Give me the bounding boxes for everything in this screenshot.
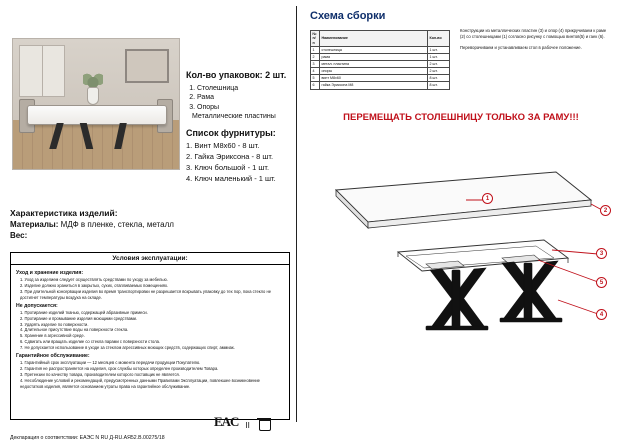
care-title: Уход и хранение изделия: bbox=[16, 270, 84, 276]
product-photo bbox=[12, 38, 180, 170]
table-cell: 6 bbox=[311, 82, 320, 89]
list-item: 6. Сдвигать или вращать изделие со стекла парами с поверхности стола. bbox=[20, 339, 161, 345]
table-cell: опоры bbox=[320, 68, 428, 75]
table-cell: 4 bbox=[311, 68, 320, 75]
package-count-title: Кол-во упаковок: 2 шт. bbox=[186, 70, 287, 80]
diagram-legs bbox=[426, 261, 562, 330]
left-column bbox=[0, 0, 296, 446]
table-cell: 2 bbox=[311, 54, 320, 61]
list-item: 3. Опоры bbox=[197, 103, 292, 112]
characteristics-title: Характеристика изделий: bbox=[10, 208, 118, 218]
assembly-diagram bbox=[306, 130, 616, 400]
forbidden-title: Не допускается: bbox=[16, 302, 58, 309]
table-cell: 5 bbox=[311, 75, 320, 82]
callout-1: 1 bbox=[482, 193, 493, 204]
table-cell: 3 bbox=[311, 61, 320, 68]
list-item: 2. Гарантия не распространяется на изделия, срок службы которых определен производителем Товара. bbox=[20, 366, 219, 372]
fittings-title: Список фурнитуры: bbox=[186, 128, 276, 138]
list-item: 3. Претензии по качеству товара, производителем которого поставщик не является. bbox=[20, 371, 180, 377]
warranty-list bbox=[16, 360, 284, 390]
care-list bbox=[16, 277, 284, 301]
callout-3: 3 bbox=[596, 248, 607, 259]
list-item: 4. Длительное присутствие воды на поверхности стекла. bbox=[20, 327, 129, 333]
table-row bbox=[311, 47, 450, 54]
list-item: 3. Ударять изделие по поверхности. bbox=[20, 321, 89, 327]
usage-conditions-header: Условия эксплуатации: bbox=[11, 253, 289, 265]
table-row bbox=[311, 68, 450, 75]
fittings-block bbox=[186, 128, 294, 185]
list-item: 1. Уход за изделием следует осуществлять средствами по уходу за мебелью. bbox=[20, 277, 168, 282]
warning-text: ПЕРЕМЕЩАТЬ СТОЛЕШНИЦУ ТОЛЬКО ЗА РАМУ!!! bbox=[343, 112, 579, 123]
warranty-title: Гарантийное обслуживание: bbox=[16, 353, 90, 360]
table-cell: 1 bbox=[311, 47, 320, 54]
assembly-note: Конструкции из металлических пластин (3) и опор (4) прикручиваем к раме (2) со столешницами (1) согласно рисунку с помощью винтов(5) и гаек (6). bbox=[460, 28, 607, 40]
assembly-diagram-svg bbox=[306, 130, 616, 400]
eac-mark-icon: EAC bbox=[214, 414, 239, 429]
table-cell: метал. пластина bbox=[320, 61, 428, 68]
certification-marks bbox=[214, 414, 271, 430]
list-item: 2. Гайка Эриксона - 8 шт. bbox=[186, 151, 274, 161]
characteristics-materials: Материалы: МДФ в пленке, стекла, металл bbox=[10, 220, 174, 229]
list-item: 4. Ключ маленький - 1 шт. bbox=[186, 173, 276, 183]
table-header-cell: Кол-во bbox=[428, 31, 450, 47]
lead-line bbox=[558, 300, 598, 314]
table-cell: 8 шт. bbox=[428, 75, 450, 82]
characteristics-weight: Вес: bbox=[10, 231, 28, 240]
table-cell: 2 шт. bbox=[428, 68, 450, 75]
list-item: 1. Гарантийный срок эксплуатации — 12 месяцев с момента передачи продукции Покупателю. bbox=[20, 360, 201, 366]
callout-4: 4 bbox=[596, 309, 607, 320]
list-item: 1. Винт М8х60 - 8 шт. bbox=[186, 141, 260, 150]
list-item: 1. Столешница bbox=[197, 84, 292, 93]
list-item: 7. Не допускается использование в уходе за стеклом агрессивных моющих средств, содержащих спирт, аммиак. bbox=[20, 345, 235, 351]
characteristics-materials-value: МДФ в пленке, стекла, металл bbox=[60, 220, 174, 229]
assembly-notes bbox=[460, 28, 610, 55]
photo-table-top bbox=[27, 105, 167, 125]
list-item: 2. Рама bbox=[197, 93, 292, 102]
assembly-note: Переворачиваем и устанавливаем стол в рабочее положение. bbox=[460, 44, 582, 50]
list-item: 4. Несоблюдение условий и рекомендаций, предусмотренных данными Правилами Эксплуатации, повлекшее возникновение недостатков изделия, является основанием утраты права на гарантийное обслуживание. bbox=[20, 377, 260, 389]
list-item: 3. При длительной консервации изделия во время транспортировки не разрешается вскрывать упаковку до тех пор, пока стекло не достигнет температуры воздуха на складе. bbox=[20, 288, 271, 300]
photo-wall-art bbox=[125, 49, 169, 83]
page-title: Схема сборки bbox=[310, 10, 386, 22]
table-cell: рама bbox=[320, 54, 428, 61]
table-header-row bbox=[311, 31, 450, 47]
package-count-subitem: Металлические пластины bbox=[192, 113, 276, 121]
photo-vase bbox=[87, 87, 99, 105]
list-item: 2. Изделие должно храниться в закрытых, сухих, отапливаемых помещениях. bbox=[20, 282, 169, 288]
table-header-cell: Наименование bbox=[320, 31, 428, 47]
characteristics-block bbox=[10, 208, 290, 240]
right-column bbox=[296, 0, 630, 446]
usage-conditions-box bbox=[10, 252, 290, 420]
table-cell: столешница bbox=[320, 47, 428, 54]
fragile-mark-icon: II bbox=[245, 421, 250, 430]
package-count-list bbox=[186, 84, 292, 112]
table-cell: 1 шт. bbox=[428, 54, 450, 61]
fittings-list bbox=[186, 141, 294, 185]
parts-table bbox=[310, 30, 450, 90]
usage-conditions-body bbox=[11, 265, 289, 393]
list-item: 2. Протирание и промывание изделия моющими средствами. bbox=[20, 315, 138, 321]
package-count-value: 2 шт. bbox=[265, 70, 287, 80]
table-row bbox=[311, 61, 450, 68]
photo-floor bbox=[13, 120, 179, 169]
waste-bin-icon bbox=[257, 417, 271, 430]
diagram-tabletop bbox=[336, 172, 591, 228]
table-row bbox=[311, 82, 450, 89]
callout-5: 5 bbox=[596, 277, 607, 288]
table-row bbox=[311, 54, 450, 61]
photo-window bbox=[19, 45, 65, 97]
table-header-cell: № п/п bbox=[311, 31, 320, 47]
forbidden-list bbox=[16, 310, 284, 351]
table-row bbox=[311, 75, 450, 82]
package-count-block bbox=[186, 70, 292, 122]
table-cell: винт М8х60 bbox=[320, 75, 428, 82]
list-item: 3. Ключ большой - 1 шт. bbox=[186, 162, 270, 172]
list-item: 5. Хранение в агрессивной среде. bbox=[20, 333, 85, 339]
callout-2: 2 bbox=[600, 205, 611, 216]
table-cell: 8 шт. bbox=[428, 82, 450, 89]
table-cell: 2 шт. bbox=[428, 61, 450, 68]
list-item: 1. Протирание изделий тканью, содержащей абразивные примеси. bbox=[20, 309, 148, 315]
table-cell: гайка Эриксона М8 bbox=[320, 82, 428, 89]
table-cell: 1 шт. bbox=[428, 47, 450, 54]
declaration-text: Декларация о соответствии: ЕАЭС N RU Д-RU.АЯ52.В.00275/18 bbox=[10, 435, 165, 441]
